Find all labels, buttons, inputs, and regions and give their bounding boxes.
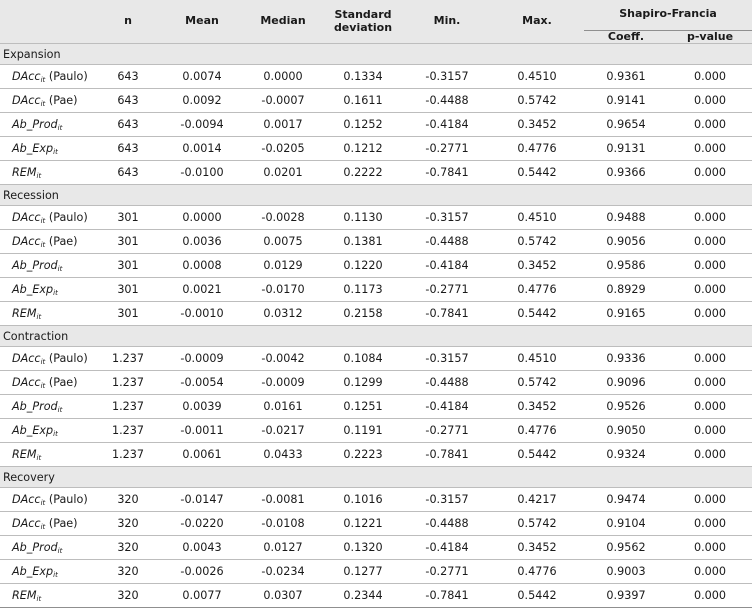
table-row: [0, 278, 752, 302]
variable-model: (Pae): [45, 375, 78, 389]
n-cell: 320: [96, 560, 160, 584]
variable-name: Ab_Prod: [12, 258, 58, 272]
mean-cell: -0.0054: [160, 371, 244, 395]
std-cell: 0.2344: [322, 584, 404, 608]
max-cell: 0.5742: [490, 230, 584, 254]
table-row: [0, 302, 752, 326]
coeff-cell: 0.9050: [584, 419, 668, 443]
mean-cell: 0.0061: [160, 443, 244, 467]
table-row: [0, 206, 752, 230]
variable-label: [0, 137, 96, 161]
variable-subscript: it: [53, 288, 58, 297]
variable-label: [0, 347, 96, 371]
min-cell: -0.7841: [404, 302, 490, 326]
n-cell: 1.237: [96, 395, 160, 419]
table-row: [0, 137, 752, 161]
variable-subscript: it: [53, 147, 58, 156]
section-row: [0, 44, 752, 65]
min-cell: -0.3157: [404, 206, 490, 230]
mean-cell: -0.0094: [160, 113, 244, 137]
min-cell: -0.4488: [404, 230, 490, 254]
std-cell: 0.1320: [322, 536, 404, 560]
table-row: [0, 230, 752, 254]
std-cell: 0.1252: [322, 113, 404, 137]
min-cell: -0.7841: [404, 584, 490, 608]
variable-subscript: it: [53, 429, 58, 438]
variable-name: DAcc: [12, 210, 41, 224]
std-cell: 0.2223: [322, 443, 404, 467]
n-cell: 643: [96, 137, 160, 161]
mean-cell: -0.0220: [160, 512, 244, 536]
max-cell: 0.4510: [490, 65, 584, 89]
variable-model: (Pae): [45, 516, 78, 530]
p-value-cell: 0.000: [668, 89, 752, 113]
std-cell: 0.1299: [322, 371, 404, 395]
median-cell: -0.0170: [244, 278, 322, 302]
n-cell: 301: [96, 302, 160, 326]
median-cell: -0.0009: [244, 371, 322, 395]
coeff-cell: 0.9104: [584, 512, 668, 536]
n-cell: 643: [96, 89, 160, 113]
variable-subscript: it: [40, 216, 46, 225]
min-cell: -0.2771: [404, 560, 490, 584]
coeff-cell: 0.9141: [584, 89, 668, 113]
mean-cell: -0.0147: [160, 488, 244, 512]
variable-model: (Paulo): [45, 492, 88, 506]
median-cell: 0.0307: [244, 584, 322, 608]
variable-subscript: it: [40, 522, 46, 531]
median-cell: -0.0234: [244, 560, 322, 584]
table-row: [0, 512, 752, 536]
p-value-cell: 0.000: [668, 419, 752, 443]
variable-name: DAcc: [12, 234, 41, 248]
variable-label: [0, 89, 96, 113]
variable-name: DAcc: [12, 375, 41, 389]
n-cell: 1.237: [96, 419, 160, 443]
variable-subscript: it: [40, 240, 46, 249]
variable-label: [0, 254, 96, 278]
p-value-cell: 0.000: [668, 161, 752, 185]
n-cell: 1.237: [96, 443, 160, 467]
n-cell: 301: [96, 254, 160, 278]
header-coeff: Coeff.: [584, 30, 668, 44]
p-value-cell: 0.000: [668, 302, 752, 326]
variable-name: Ab_Exp: [12, 282, 54, 296]
coeff-cell: 0.9096: [584, 371, 668, 395]
coeff-cell: 0.9366: [584, 161, 668, 185]
section-row: [0, 185, 752, 206]
variable-name: Ab_Exp: [12, 564, 54, 578]
header-variable: [0, 0, 96, 44]
n-cell: 320: [96, 536, 160, 560]
std-cell: 0.1334: [322, 65, 404, 89]
min-cell: -0.2771: [404, 419, 490, 443]
min-cell: -0.7841: [404, 443, 490, 467]
section-label: Recession: [0, 185, 752, 206]
min-cell: -0.4184: [404, 395, 490, 419]
mean-cell: -0.0009: [160, 347, 244, 371]
variable-subscript: it: [40, 75, 46, 84]
variable-subscript: it: [36, 171, 42, 180]
p-value-cell: 0.000: [668, 137, 752, 161]
median-cell: 0.0075: [244, 230, 322, 254]
coeff-cell: 0.9003: [584, 560, 668, 584]
max-cell: 0.3452: [490, 254, 584, 278]
min-cell: -0.4184: [404, 113, 490, 137]
max-cell: 0.4776: [490, 278, 584, 302]
variable-label: [0, 113, 96, 137]
table-row: [0, 419, 752, 443]
variable-name: Ab_Exp: [12, 423, 54, 437]
coeff-cell: 0.9474: [584, 488, 668, 512]
mean-cell: 0.0077: [160, 584, 244, 608]
p-value-cell: 0.000: [668, 65, 752, 89]
header-median: Median: [244, 0, 322, 44]
coeff-cell: 0.9488: [584, 206, 668, 230]
variable-model: (Pae): [45, 93, 78, 107]
variable-label: [0, 371, 96, 395]
variable-label: [0, 560, 96, 584]
mean-cell: 0.0074: [160, 65, 244, 89]
mean-cell: 0.0008: [160, 254, 244, 278]
n-cell: 301: [96, 230, 160, 254]
median-cell: 0.0201: [244, 161, 322, 185]
variable-subscript: it: [40, 498, 46, 507]
min-cell: -0.3157: [404, 347, 490, 371]
std-cell: 0.1212: [322, 137, 404, 161]
coeff-cell: 0.9131: [584, 137, 668, 161]
variable-name: REM: [12, 165, 37, 179]
median-cell: 0.0129: [244, 254, 322, 278]
table-row: [0, 89, 752, 113]
header-shapiro-francia: Shapiro-Francia: [584, 0, 752, 30]
median-cell: 0.0312: [244, 302, 322, 326]
std-cell: 0.1084: [322, 347, 404, 371]
section-label: Expansion: [0, 44, 752, 65]
n-cell: 643: [96, 65, 160, 89]
variable-label: [0, 65, 96, 89]
mean-cell: 0.0092: [160, 89, 244, 113]
coeff-cell: 0.8929: [584, 278, 668, 302]
variable-name: DAcc: [12, 516, 41, 530]
variable-name: Ab_Prod: [12, 399, 58, 413]
std-cell: 0.1173: [322, 278, 404, 302]
variable-label: [0, 161, 96, 185]
header-n: n: [96, 0, 160, 44]
mean-cell: 0.0000: [160, 206, 244, 230]
median-cell: -0.0205: [244, 137, 322, 161]
max-cell: 0.4776: [490, 419, 584, 443]
std-cell: 0.1277: [322, 560, 404, 584]
variable-subscript: it: [36, 312, 42, 321]
variable-model: (Pae): [45, 234, 78, 248]
variable-name: REM: [12, 306, 37, 320]
variable-label: [0, 512, 96, 536]
coeff-cell: 0.9526: [584, 395, 668, 419]
table-row: [0, 254, 752, 278]
mean-cell: -0.0010: [160, 302, 244, 326]
p-value-cell: 0.000: [668, 584, 752, 608]
median-cell: -0.0042: [244, 347, 322, 371]
variable-subscript: it: [40, 357, 46, 366]
max-cell: 0.3452: [490, 113, 584, 137]
variable-name: Ab_Prod: [12, 117, 58, 131]
p-value-cell: 0.000: [668, 278, 752, 302]
variable-label: [0, 206, 96, 230]
header-p-value: p-value: [668, 30, 752, 44]
max-cell: 0.5442: [490, 161, 584, 185]
p-value-cell: 0.000: [668, 488, 752, 512]
std-cell: 0.1191: [322, 419, 404, 443]
min-cell: -0.2771: [404, 278, 490, 302]
variable-name: Ab_Exp: [12, 141, 54, 155]
mean-cell: 0.0036: [160, 230, 244, 254]
mean-cell: 0.0039: [160, 395, 244, 419]
min-cell: -0.3157: [404, 65, 490, 89]
p-value-cell: 0.000: [668, 560, 752, 584]
variable-subscript: it: [57, 546, 63, 555]
coeff-cell: 0.9324: [584, 443, 668, 467]
header-max: Max.: [490, 0, 584, 44]
variable-label: [0, 584, 96, 608]
mean-cell: -0.0100: [160, 161, 244, 185]
table-row: [0, 536, 752, 560]
median-cell: -0.0081: [244, 488, 322, 512]
variable-label: [0, 419, 96, 443]
coeff-cell: 0.9361: [584, 65, 668, 89]
coeff-cell: 0.9056: [584, 230, 668, 254]
median-cell: -0.0007: [244, 89, 322, 113]
n-cell: 301: [96, 278, 160, 302]
variable-label: [0, 278, 96, 302]
max-cell: 0.5742: [490, 512, 584, 536]
table-row: [0, 371, 752, 395]
max-cell: 0.4776: [490, 560, 584, 584]
mean-cell: -0.0026: [160, 560, 244, 584]
median-cell: 0.0000: [244, 65, 322, 89]
table-row: [0, 443, 752, 467]
p-value-cell: 0.000: [668, 254, 752, 278]
variable-name: Ab_Prod: [12, 540, 58, 554]
median-cell: 0.0161: [244, 395, 322, 419]
table-row: [0, 584, 752, 608]
n-cell: 320: [96, 584, 160, 608]
n-cell: 320: [96, 512, 160, 536]
max-cell: 0.3452: [490, 395, 584, 419]
std-cell: 0.2222: [322, 161, 404, 185]
min-cell: -0.4488: [404, 89, 490, 113]
section-label: Contraction: [0, 326, 752, 347]
table-row: [0, 65, 752, 89]
variable-model: (Paulo): [45, 210, 88, 224]
section-row: [0, 467, 752, 488]
variable-label: [0, 536, 96, 560]
mean-cell: 0.0043: [160, 536, 244, 560]
variable-subscript: it: [40, 99, 46, 108]
p-value-cell: 0.000: [668, 371, 752, 395]
variable-label: [0, 488, 96, 512]
min-cell: -0.2771: [404, 137, 490, 161]
max-cell: 0.4510: [490, 347, 584, 371]
max-cell: 0.3452: [490, 536, 584, 560]
p-value-cell: 0.000: [668, 206, 752, 230]
variable-subscript: it: [36, 594, 42, 603]
p-value-cell: 0.000: [668, 536, 752, 560]
p-value-cell: 0.000: [668, 347, 752, 371]
mean-cell: 0.0014: [160, 137, 244, 161]
coeff-cell: 0.9165: [584, 302, 668, 326]
std-cell: 0.1130: [322, 206, 404, 230]
max-cell: 0.5442: [490, 584, 584, 608]
variable-subscript: it: [57, 123, 63, 132]
variable-model: (Paulo): [45, 351, 88, 365]
table-row: [0, 560, 752, 584]
variable-subscript: it: [57, 405, 63, 414]
variable-name: DAcc: [12, 492, 41, 506]
table-row: [0, 347, 752, 371]
n-cell: 1.237: [96, 347, 160, 371]
variable-label: [0, 443, 96, 467]
n-cell: 320: [96, 488, 160, 512]
median-cell: -0.0217: [244, 419, 322, 443]
max-cell: 0.4510: [490, 206, 584, 230]
variable-name: REM: [12, 588, 37, 602]
coeff-cell: 0.9586: [584, 254, 668, 278]
variable-subscript: it: [36, 453, 42, 462]
variable-subscript: it: [40, 381, 46, 390]
variable-name: DAcc: [12, 93, 41, 107]
max-cell: 0.4776: [490, 137, 584, 161]
median-cell: -0.0108: [244, 512, 322, 536]
p-value-cell: 0.000: [668, 512, 752, 536]
std-cell: 0.1611: [322, 89, 404, 113]
max-cell: 0.5742: [490, 89, 584, 113]
table-row: [0, 113, 752, 137]
p-value-cell: 0.000: [668, 113, 752, 137]
std-cell: 0.1381: [322, 230, 404, 254]
min-cell: -0.4184: [404, 254, 490, 278]
max-cell: 0.5442: [490, 443, 584, 467]
median-cell: -0.0028: [244, 206, 322, 230]
variable-name: DAcc: [12, 69, 41, 83]
variable-label: [0, 230, 96, 254]
std-cell: 0.2158: [322, 302, 404, 326]
table-body: [0, 44, 752, 608]
section-row: [0, 326, 752, 347]
n-cell: 301: [96, 206, 160, 230]
median-cell: 0.0017: [244, 113, 322, 137]
max-cell: 0.5442: [490, 302, 584, 326]
coeff-cell: 0.9336: [584, 347, 668, 371]
section-label: Recovery: [0, 467, 752, 488]
variable-name: REM: [12, 447, 37, 461]
max-cell: 0.5742: [490, 371, 584, 395]
min-cell: -0.4488: [404, 371, 490, 395]
min-cell: -0.3157: [404, 488, 490, 512]
n-cell: 643: [96, 113, 160, 137]
median-cell: 0.0433: [244, 443, 322, 467]
coeff-cell: 0.9654: [584, 113, 668, 137]
mean-cell: 0.0021: [160, 278, 244, 302]
coeff-cell: 0.9562: [584, 536, 668, 560]
coeff-cell: 0.9397: [584, 584, 668, 608]
max-cell: 0.4217: [490, 488, 584, 512]
median-cell: 0.0127: [244, 536, 322, 560]
min-cell: -0.4488: [404, 512, 490, 536]
std-cell: 0.1016: [322, 488, 404, 512]
p-value-cell: 0.000: [668, 443, 752, 467]
mean-cell: -0.0011: [160, 419, 244, 443]
header-min: Min.: [404, 0, 490, 44]
variable-subscript: it: [57, 264, 63, 273]
variable-subscript: it: [53, 570, 58, 579]
table-row: [0, 395, 752, 419]
p-value-cell: 0.000: [668, 230, 752, 254]
std-cell: 0.1251: [322, 395, 404, 419]
variable-label: [0, 395, 96, 419]
std-cell: 0.1221: [322, 512, 404, 536]
min-cell: -0.4184: [404, 536, 490, 560]
table-row: [0, 161, 752, 185]
n-cell: 643: [96, 161, 160, 185]
p-value-cell: 0.000: [668, 395, 752, 419]
header-standard-deviation: Standard deviation: [322, 0, 404, 44]
n-cell: 1.237: [96, 371, 160, 395]
variable-model: (Paulo): [45, 69, 88, 83]
std-cell: 0.1220: [322, 254, 404, 278]
header-mean: Mean: [160, 0, 244, 44]
variable-label: [0, 302, 96, 326]
min-cell: -0.7841: [404, 161, 490, 185]
variable-name: DAcc: [12, 351, 41, 365]
table-header: [0, 0, 752, 44]
table-row: [0, 488, 752, 512]
